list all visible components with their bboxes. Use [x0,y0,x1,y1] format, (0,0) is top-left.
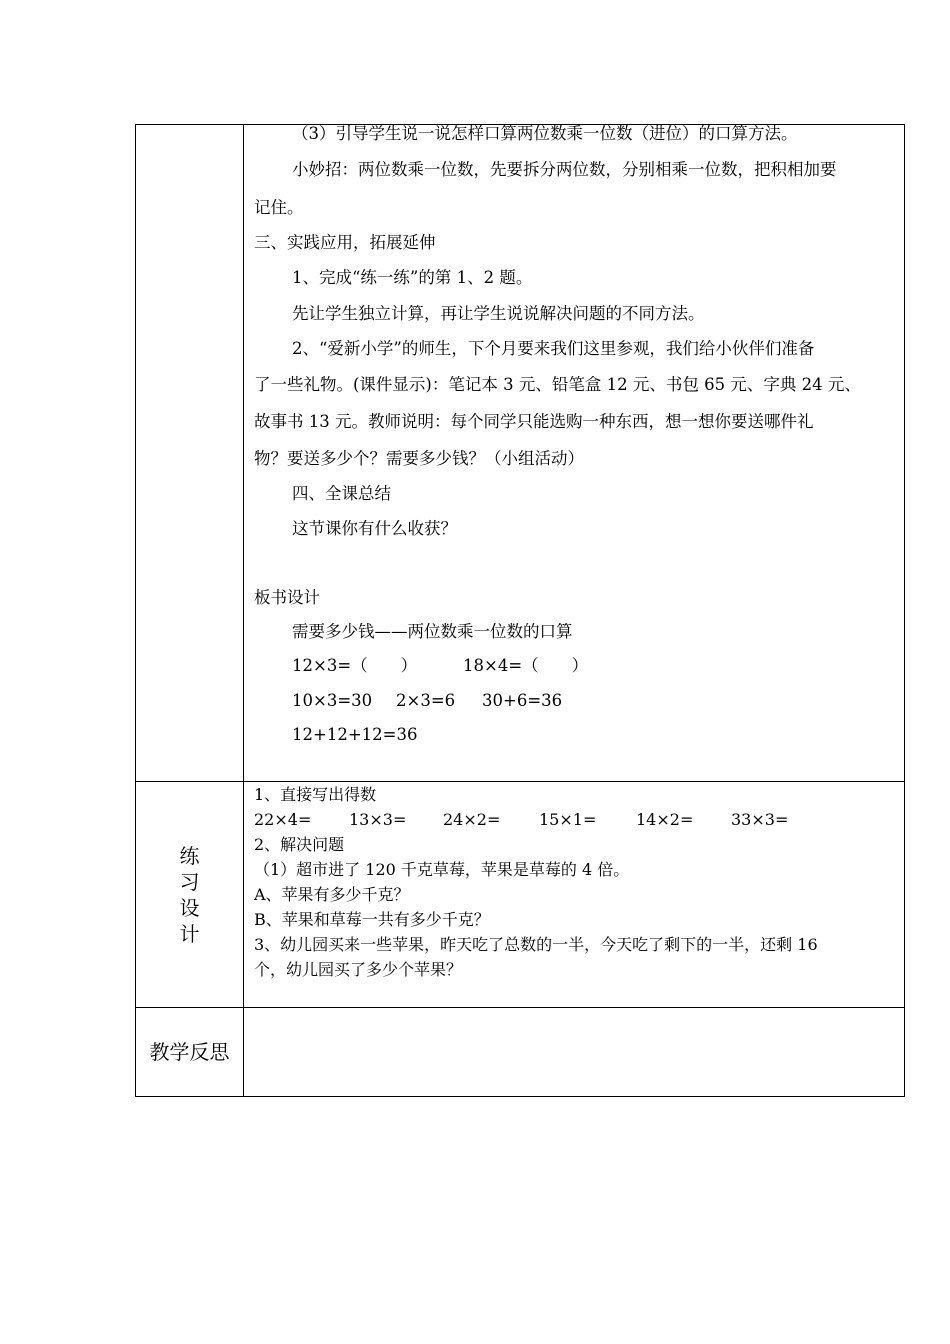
process-line-7: 2、“爱新小学”的师生，下个月要来我们这里参观，我们给小伙伴们准备 [292,339,815,358]
process-line-5: 1、完成“练一练”的第 1、2 题。 [292,268,533,287]
process-line-10: 物？要送多少个？需要多少钱？（小组活动） [254,449,584,468]
process-line-9: 故事书 13 元。教师说明：每个同学只能选购一种东西，想一想你要送哪件礼 [254,412,814,431]
board-equation: 12×3=（ ） [292,656,418,675]
process-heading-4: 四、全课总结 [292,484,391,503]
practice-q3-line-2: 个，幼儿园买了多少个苹果？ [254,960,463,979]
board-equation: 10×3=30 [292,691,373,710]
practice-label-char: 习 [179,870,200,894]
process-line-2: 小妙招：两位数乘一位数，先要拆分两位数，分别相乘一位数，把积相加要 [292,160,837,179]
practice-q2-title: 2、解决问题 [254,835,345,854]
practice-q1-item: 14×2= [636,810,694,829]
reflection-label: 教学反思 [149,1040,230,1064]
practice-q1-title: 1、直接写出得数 [254,785,377,804]
practice-q1-item: 15×1= [539,810,597,829]
process-line-3: 记住。 [254,198,304,217]
practice-q1-item: 24×2= [443,810,501,829]
practice-q1-item: 13×3= [349,810,407,829]
practice-label-char: 练 [179,844,200,868]
reflection-cell [244,1008,904,1096]
practice-q2-a: A、苹果有多少千克？ [254,885,410,904]
board-equation: 12+12+12=36 [292,725,418,744]
practice-q1-item: 33×3= [731,810,789,829]
process-line-12: 这节课你有什么收获？ [292,519,457,538]
practice-label [136,843,243,947]
board-title: 板书设计 [254,588,320,607]
practice-label-char: 设 [179,896,200,920]
process-line-6: 先让学生独立计算，再让学生说说解决问题的不同方法。 [292,304,705,323]
board-equation: 18×4=（ ） [463,656,589,675]
practice-q2-sub: （1）超市进了 120 千克草莓，苹果是草莓的 4 倍。 [254,860,630,879]
practice-q1-item: 22×4= [254,810,312,829]
board-equation: 2×3=6 [396,691,456,710]
practice-label-char: 计 [179,922,200,946]
practice-q2-b: B、苹果和草莓一共有多少千克？ [254,910,490,929]
practice-q3-line-1: 3、幼儿园买来一些苹果，昨天吃了总数的一半，今天吃了剩下的一半，还剩 16 [254,935,818,954]
board-equation: 30+6=36 [482,691,563,710]
board-heading: 需要多少钱——两位数乘一位数的口算 [292,622,573,641]
process-line-8: 了一些礼物。(课件显示)：笔记本 3 元、铅笔盒 12 元、书包 65 元、字典 24 元、 [254,375,861,394]
process-line-1: （3）引导学生说一说怎样口算两位数乘一位数（进位）的口算方法。 [292,124,798,143]
process-heading-3: 三、实践应用，拓展延伸 [254,233,436,252]
